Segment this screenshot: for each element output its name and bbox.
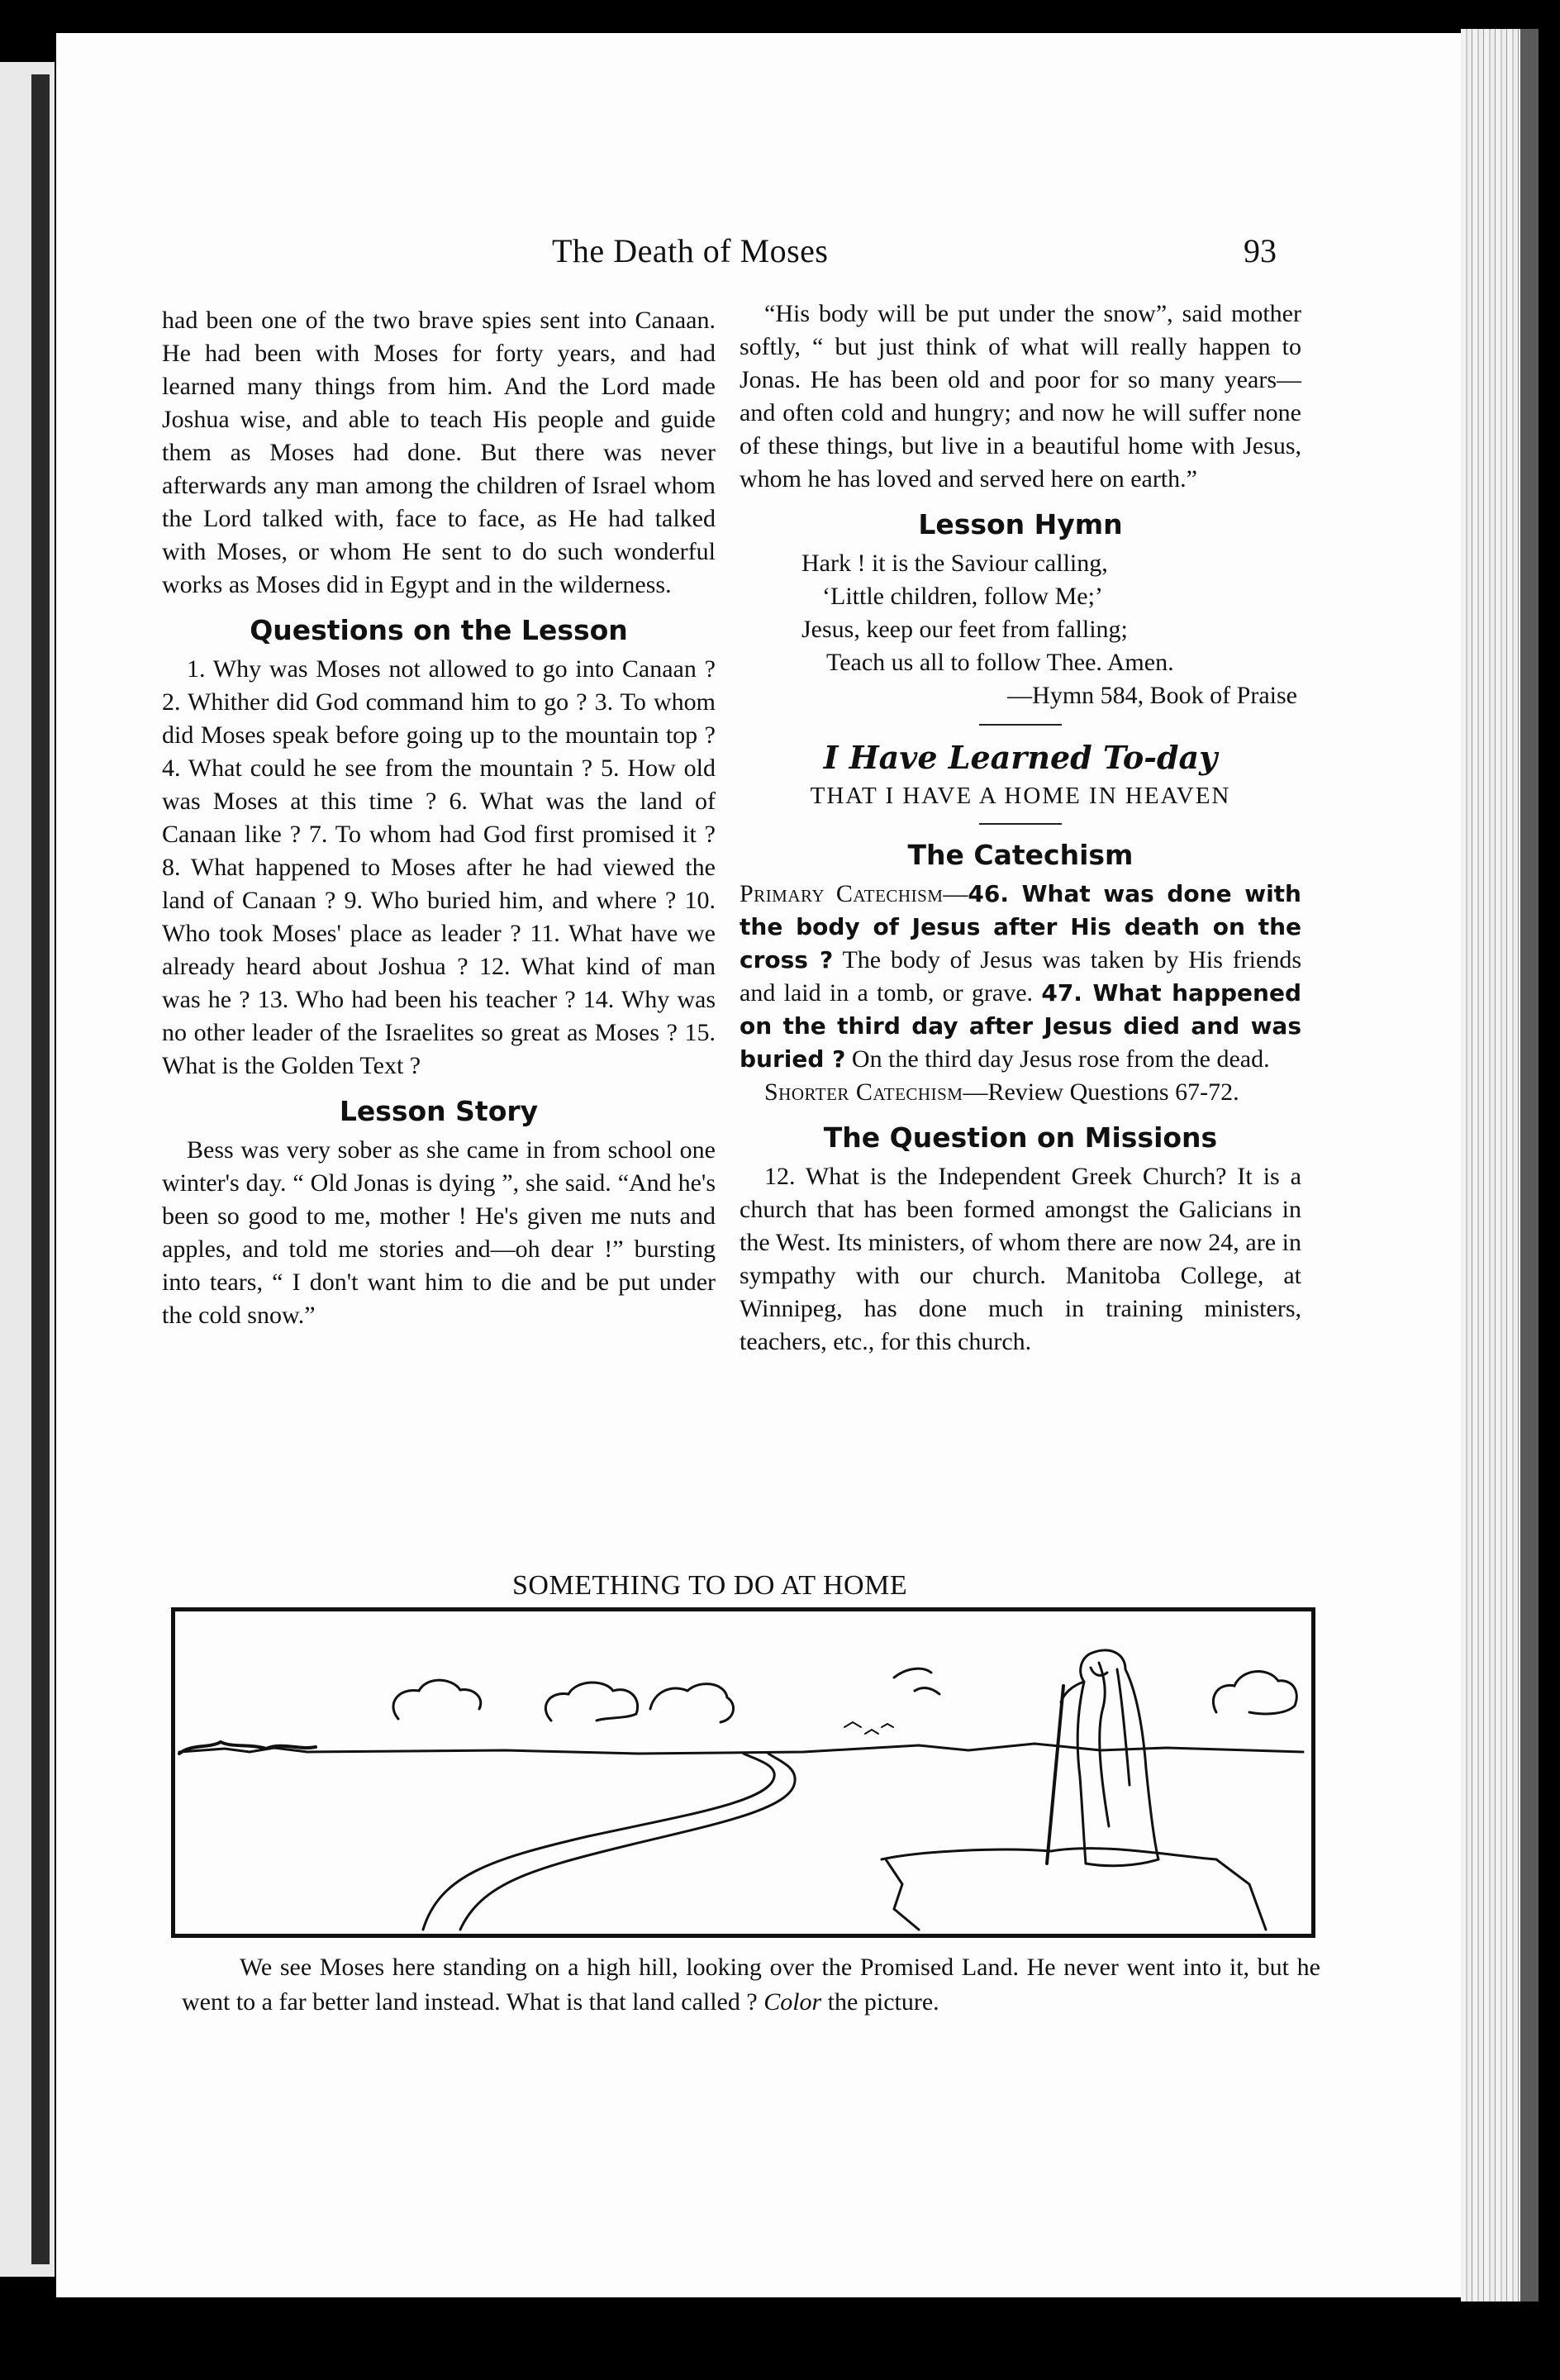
moses-robe-right (1092, 1650, 1158, 1859)
caption-text: We see Moses here standing on a high hill, looking over the Promised Land. He never went into it, but he went to a far better land instead. What is that land called ? (182, 1954, 1320, 2016)
hill-edge (886, 1859, 919, 1930)
cloud (1213, 1672, 1296, 1714)
shorter-label: Shorter Catechism (764, 1078, 963, 1106)
landscape-drawing (175, 1611, 1311, 1934)
horizon-line (179, 1744, 1303, 1754)
primary-catechism (740, 878, 1301, 1076)
cloud (650, 1684, 734, 1722)
left-page-shadow (31, 74, 50, 2264)
page-title: The Death of Moses (552, 232, 829, 269)
dash: — (943, 880, 968, 907)
cloud (393, 1680, 481, 1719)
questions-text: 1. Why was Moses not allowed to go into Canaan ? 2. Whither did God command him to go ? 3. To whom did Moses speak before going up to the mountain top ? 4. What could he see from the mountain ? 5. How old was Moses at this time ? 6. What was the land of Canaan like ? 7. To whom had God first promised it ? 8. What happened to Moses after he had viewed the land of Canaan ? 9. Who buried him, and where ? 10. Who took Moses' place as leader ? 11. What have we already heard about Joshua ? 12. What kind of man was he ? 13. Who had been his teacher ? 14. Why was no other leader of the Israelites so great as Moses ? 15. What is the Golden Text ? (162, 655, 716, 1079)
question-46: 46. What was done with the body of Jesus after His death on the cross ? (740, 880, 1301, 973)
story-continued: “His body will be put under the snow”, said mother softly, “ but just think of what will really happen to Jonas. He has been old and poor for so many years—and often cold and hungry; and now he will suffer none of these things, but live in a beautiful home with Jesus, whom he has loved and served here on earth.” (740, 300, 1301, 493)
shorter-catechism (740, 1076, 1301, 1109)
activity-heading: SOMETHING TO DO AT HOME (512, 1570, 908, 1601)
moses-staff (1047, 1686, 1063, 1864)
divider (979, 823, 1062, 825)
hilltop (882, 1849, 1266, 1930)
divider (979, 724, 1062, 726)
catechism-heading: The Catechism (907, 839, 1134, 871)
caption-end: the picture. (821, 1988, 939, 2016)
caption-color-word: Color (763, 1988, 822, 2016)
page-edges (1461, 29, 1520, 2301)
moses-robe-fold (1117, 1669, 1130, 1785)
caption-paragraph (182, 1950, 1320, 2020)
hymn-line: Jesus, keep our feet from falling; (801, 616, 1128, 643)
answer-47: On the third day Jesus rose from the dead. (851, 1045, 1270, 1073)
cloud-wisp (915, 1688, 939, 1694)
cloud-wisp (894, 1668, 931, 1678)
book-spine-shadow (1520, 29, 1539, 2301)
intro-paragraph: had been one of the two brave spies sent into Canaan. He had been with Moses for forty years, and had learned many things from him. And the Lord made Joshua wise, and able to teach His people and guide them as Moses had done. But there was never afterwards any man among the children of Israel whom the Lord talked with, face to face, as He had talked with Moses, or whom He sent to do such wonderful works as Moses did in Egypt and in the wilderness. (162, 307, 716, 598)
road-edge-right (460, 1754, 795, 1930)
hymn-line: Teach us all to follow Thee. Amen. (826, 649, 1174, 676)
question-47: 47. What happened on the third day after Jesus died and was buried ? (740, 979, 1302, 1073)
page-number: 93 (1244, 232, 1277, 269)
hymn-attribution: —Hymn 584, Book of Praise (1007, 682, 1297, 709)
road-edge-left (423, 1754, 774, 1930)
learned-text: THAT I HAVE A HOME IN HEAVEN (810, 783, 1231, 809)
learned-heading: I Have Learned To-day (823, 739, 1218, 776)
moses-beard (1091, 1668, 1107, 1675)
hymn-block (740, 547, 1301, 712)
hymn-line: Hark ! it is the Saviour calling, (801, 550, 1108, 577)
left-column (162, 304, 716, 1332)
answer-46: The body of Jesus was taken by His friends and laid in a tomb, or grave. (740, 946, 1301, 1007)
hymn-heading: Lesson Hymn (918, 508, 1123, 540)
missions-heading: The Question on Missions (823, 1121, 1218, 1154)
hymn-line: ‘Little children, follow Me;’ (822, 583, 1103, 610)
primary-label: Primary Catechism (740, 880, 944, 907)
activity-caption (182, 1950, 1320, 2020)
story-text: Bess was very sober as she came in from school one winter's day. “ Old Jonas is dying ”, she said. “And he's been so good to me, mother ! He's given me nuts and apples, and told me stories and—oh dear !” bursting into tears, “ I don't want him to die and be put under the cold snow.” (162, 1136, 716, 1329)
cloud (545, 1683, 637, 1721)
birds (844, 1722, 893, 1734)
moses-robe-hem (1086, 1859, 1158, 1866)
missions-text: 12. What is the Independent Greek Church? It is a church that has been formed amongst the Galicians in the West. Its ministers, of whom there are now 24, are in sympathy with our church. Manitoba College, at Winnipeg, has done much in training ministers, teachers, etc., for this church. (740, 1163, 1301, 1355)
shorter-text: —Review Questions 67-72. (963, 1078, 1239, 1106)
right-column (740, 298, 1301, 1359)
moses-illustration (171, 1607, 1315, 1938)
moses-robe-fold (1099, 1663, 1109, 1826)
story-heading: Lesson Story (339, 1095, 539, 1127)
questions-heading: Questions on the Lesson (250, 614, 628, 646)
